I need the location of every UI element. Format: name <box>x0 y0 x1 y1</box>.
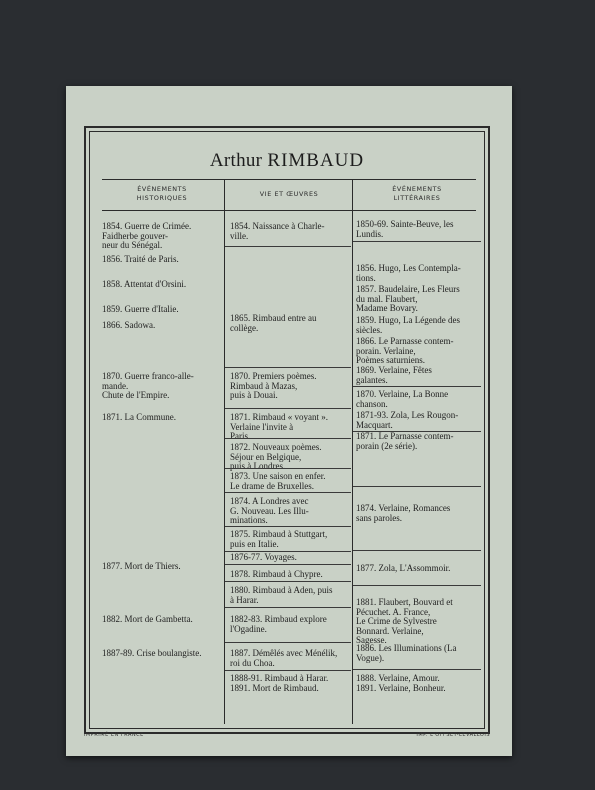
table-frame <box>84 126 490 734</box>
vie-entry: 1874. A Londres avec G. Nouveau. Les Illu- minations. <box>230 496 309 525</box>
lit-entry: 1870. Verlaine, La Bonne chanson. <box>356 389 449 409</box>
lit-entry: 1874. Verlaine, Romances sans paroles. <box>356 503 451 523</box>
vie-separator <box>225 492 351 493</box>
vie-entry: 1865. Rimbaud entre au collège. <box>230 313 317 333</box>
title-last-name: RIMBAUD <box>267 150 365 171</box>
vie-separator <box>225 246 351 247</box>
hist-entry: 1877. Mort de Thiers. <box>102 561 181 571</box>
hist-entry: 1859. Guerre d'Italie. <box>102 304 179 314</box>
vie-separator <box>225 367 351 368</box>
vie-separator <box>225 564 351 565</box>
hist-entry: 1887-89. Crise boulangiste. <box>102 648 202 658</box>
lit-separator <box>353 241 481 242</box>
lit-entry: 1871. Le Parnasse contem- porain (2e série). <box>356 431 454 451</box>
hist-entry: 1866. Sadowa. <box>102 320 156 330</box>
lit-entry: 1866. Le Parnasse contem- porain. Verlaine, Poèmes saturniens. <box>356 336 454 365</box>
vie-entry: 1876-77. Voyages. <box>230 552 297 562</box>
lit-separator <box>353 486 481 487</box>
lit-entry: 1877. Zola, L'Assommoir. <box>356 563 451 573</box>
lit-entry: 1871-93. Zola, Les Rougon- Macquart. <box>356 410 459 430</box>
vie-entry: 1878. Rimbaud à Chypre. <box>230 569 323 579</box>
column-divider-2 <box>352 179 353 724</box>
vie-entry: 1880. Rimbaud à Aden, puis à Harar. <box>230 585 333 605</box>
lit-entry: 1856. Hugo, Les Contempla- tions. <box>356 263 461 283</box>
hist-entry: 1858. Attentat d'Orsini. <box>102 279 187 289</box>
vie-entry: 1870. Premiers poèmes. Rimbaud à Mazas, puis à Douai. <box>230 371 317 400</box>
vie-separator <box>225 438 351 439</box>
vie-entry: 1887. Démêlés avec Ménélik, roi du Choa. <box>230 648 338 668</box>
footer-printer: IMP. L'OFFSET-LEVALLOIS <box>416 732 490 738</box>
hist-entry: 1871. La Commune. <box>102 412 176 422</box>
vie-entry: 1882-83. Rimbaud explore l'Ogadine. <box>230 614 327 634</box>
hist-entry: 1856. Traité de Paris. <box>102 254 179 264</box>
vie-entry: 1871. Rimbaud « voyant ». Verlaine l'invite à Paris. <box>230 412 328 441</box>
hist-entry: 1870. Guerre franco-alle- mande. Chute de l'Empire. <box>102 371 194 400</box>
vie-entry: 1875. Rimbaud à Stuttgart, puis en Italie. <box>230 529 328 549</box>
lit-entry: 1850-69. Sainte-Beuve, les Lundis. <box>356 219 454 239</box>
vie-separator <box>225 670 351 671</box>
lit-entry: 1857. Baudelaire, Les Fleurs du mal. Flaubert, Madame Bovary. <box>356 284 460 313</box>
header-bottom-rule <box>102 210 476 211</box>
lit-separator <box>353 669 481 670</box>
vie-entry: 1872. Nouveaux poèmes. Séjour en Belgique, puis à Londres. <box>230 442 322 471</box>
lit-separator <box>353 550 481 551</box>
lit-entry: 1888. Verlaine, Amour. <box>356 673 440 683</box>
vie-entry: 1888-91. Rimbaud à Harar. <box>230 673 329 683</box>
column-header-historiques: ÉVÉNEMENTS HISTORIQUES <box>136 185 188 202</box>
vie-separator <box>225 581 351 582</box>
lit-separator <box>353 585 481 586</box>
vie-separator <box>225 526 351 527</box>
vie-entry: 1891. Mort de Rimbaud. <box>230 683 319 693</box>
title-first-name: Arthur <box>209 150 263 171</box>
lit-entry: 1869. Verlaine, Fêtes galantes. <box>356 365 432 385</box>
column-header-litteraires: ÉVÉNEMENTS LITTÉRAIRES <box>392 185 442 202</box>
hist-entry: 1882. Mort de Gambetta. <box>102 614 193 624</box>
lit-entry: 1891. Verlaine, Bonheur. <box>356 683 446 693</box>
page-title <box>86 150 488 172</box>
column-header-vie: VIE ET ŒUVRES <box>259 190 319 198</box>
book-back-cover <box>66 86 512 756</box>
vie-separator <box>225 408 351 409</box>
vie-entry: 1873. Une saison en enfer. Le drame de Bruxelles. <box>230 471 326 491</box>
header-top-rule <box>102 179 476 180</box>
footer-printed-in-france: IMPRIMÉ EN FRANCE <box>84 732 144 738</box>
hist-entry: 1854. Guerre de Crimée. Faidherbe gouver- neur du Sénégal. <box>102 221 192 250</box>
lit-separator <box>353 386 481 387</box>
lit-entry: 1881. Flaubert, Bouvard et Pécuchet. A. France, Le Crime de Sylvestre Bonnard. Verlaine, Sagesse. <box>356 597 453 645</box>
vie-separator <box>225 468 351 469</box>
lit-entry: 1859. Hugo, La Légende des siècles. <box>356 315 460 335</box>
vie-entry: 1854. Naissance à Charle- ville. <box>230 221 325 241</box>
vie-separator <box>225 642 351 643</box>
vie-separator <box>225 607 351 608</box>
lit-entry: 1886. Les Illuminations (La Vogue). <box>356 643 457 663</box>
